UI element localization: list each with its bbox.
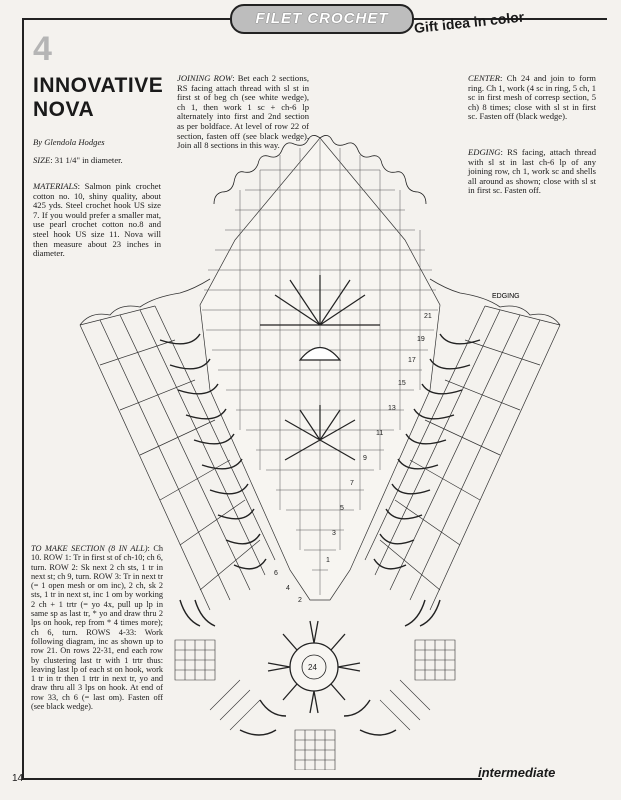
row-label: 5 [340, 505, 344, 512]
row-label: 9 [363, 455, 367, 462]
center-paragraph [468, 74, 596, 122]
center-number: 24 [308, 663, 317, 672]
pattern-number: 4 [33, 30, 52, 68]
section-header: FILET CROCHET [230, 4, 414, 34]
crochet-diagram [60, 130, 580, 770]
joining-label: JOINING ROW [177, 73, 233, 83]
frame-line-left [22, 18, 24, 778]
page-number: 14 [12, 773, 24, 784]
center-text: : Ch 24 and join to form ring. Ch 1, work (4 sc in ring, 5 ch, 1 sc in first mesh of corresp section, 5 ch) 8 times; close with sl st in first sc. Fasten off (black wedge). [468, 73, 596, 122]
row-label: 19 [417, 336, 425, 343]
row-label: 1 [326, 557, 330, 564]
edging-label: EDGING [492, 293, 520, 300]
make-text: : Ch 10. ROW 1: Tr in first st of ch-10; ch 6, turn. ROW 2: Sk next 2 ch sts, 1 tr in next st; ch 9, turn. ROW 3: Tr in next tr (= 1 open mesh or om inc), 2 ch, sk 2 sts, 1 tr in next st, inc 1 om by working 2 ch + 1 trtr (= yo 4x, pull up lp in same sp as last tr, * yo and draw thru 2 lps on hook, rep from * 4 times more); ch 6, turn. ROWS 4-33: Work following diagram, inc as shown up to row 21. On rows 22-31, end each row by clustering last tr with 1 trtr thus: leaving last lp of each st on hook, work 1 tr in tr then 1 trtr in next tr, yo and draw thru all 3 lps on hook. At end of row 33, ch 6 (= last om). Fasten off (see black wedge). [31, 544, 164, 712]
materials-label: MATERIALS [33, 181, 78, 191]
row-label: 3 [332, 530, 336, 537]
row-label: 4 [286, 585, 290, 592]
make-label: TO MAKE SECTION (8 IN ALL) [31, 544, 148, 553]
size-text: : 31 1/4" in diameter. [50, 155, 123, 165]
pattern-title [33, 74, 163, 122]
edging-text: : RS facing, attach thread with sl st in last ch-6 lp of any joining row, ch 1, work sc and shells all around as shown; close with sl st in first sc. Fasten off. [468, 147, 596, 196]
title-line-2: NOVA [33, 98, 95, 121]
size-label: SIZE [33, 155, 51, 165]
row-label: 2 [298, 597, 302, 604]
gift-tag: Gift idea in color [413, 8, 525, 37]
row-label: 17 [408, 357, 416, 364]
difficulty-level: intermediate [478, 765, 556, 780]
row-label: 21 [424, 313, 432, 320]
title-line-1: INNOVATIVE [33, 74, 164, 97]
row-label: 11 [376, 430, 384, 437]
edging-label: EDGING [468, 147, 501, 157]
materials-text: : Salmon pink crochet cotton no. 10, shiny quality, about 425 yds. Steel crochet hook US size 7. If you would prefer a smaller mat, use pearl crochet cotton no.8 and steel hook US size 11. Nova will then measure about 23 inches in diameter. [33, 181, 161, 259]
byline: By Glendola Hodges [33, 137, 105, 147]
row-label: 6 [274, 570, 278, 577]
center-label: CENTER [468, 73, 500, 83]
row-label: 7 [350, 480, 354, 487]
row-label: 13 [388, 405, 396, 412]
joining-text: : Bet each 2 sections, RS facing attach thread with sl st in first st of beg ch (see white wedge), ch 1, then work 1 sc + ch-6 lp alternately into first and 2nd section as per boldface. At level of row 22 of section, fasten off (see black wedge). Join all 8 sections in this way. [177, 73, 309, 151]
frame-line-bottom [22, 778, 482, 780]
row-label: 15 [398, 380, 406, 387]
